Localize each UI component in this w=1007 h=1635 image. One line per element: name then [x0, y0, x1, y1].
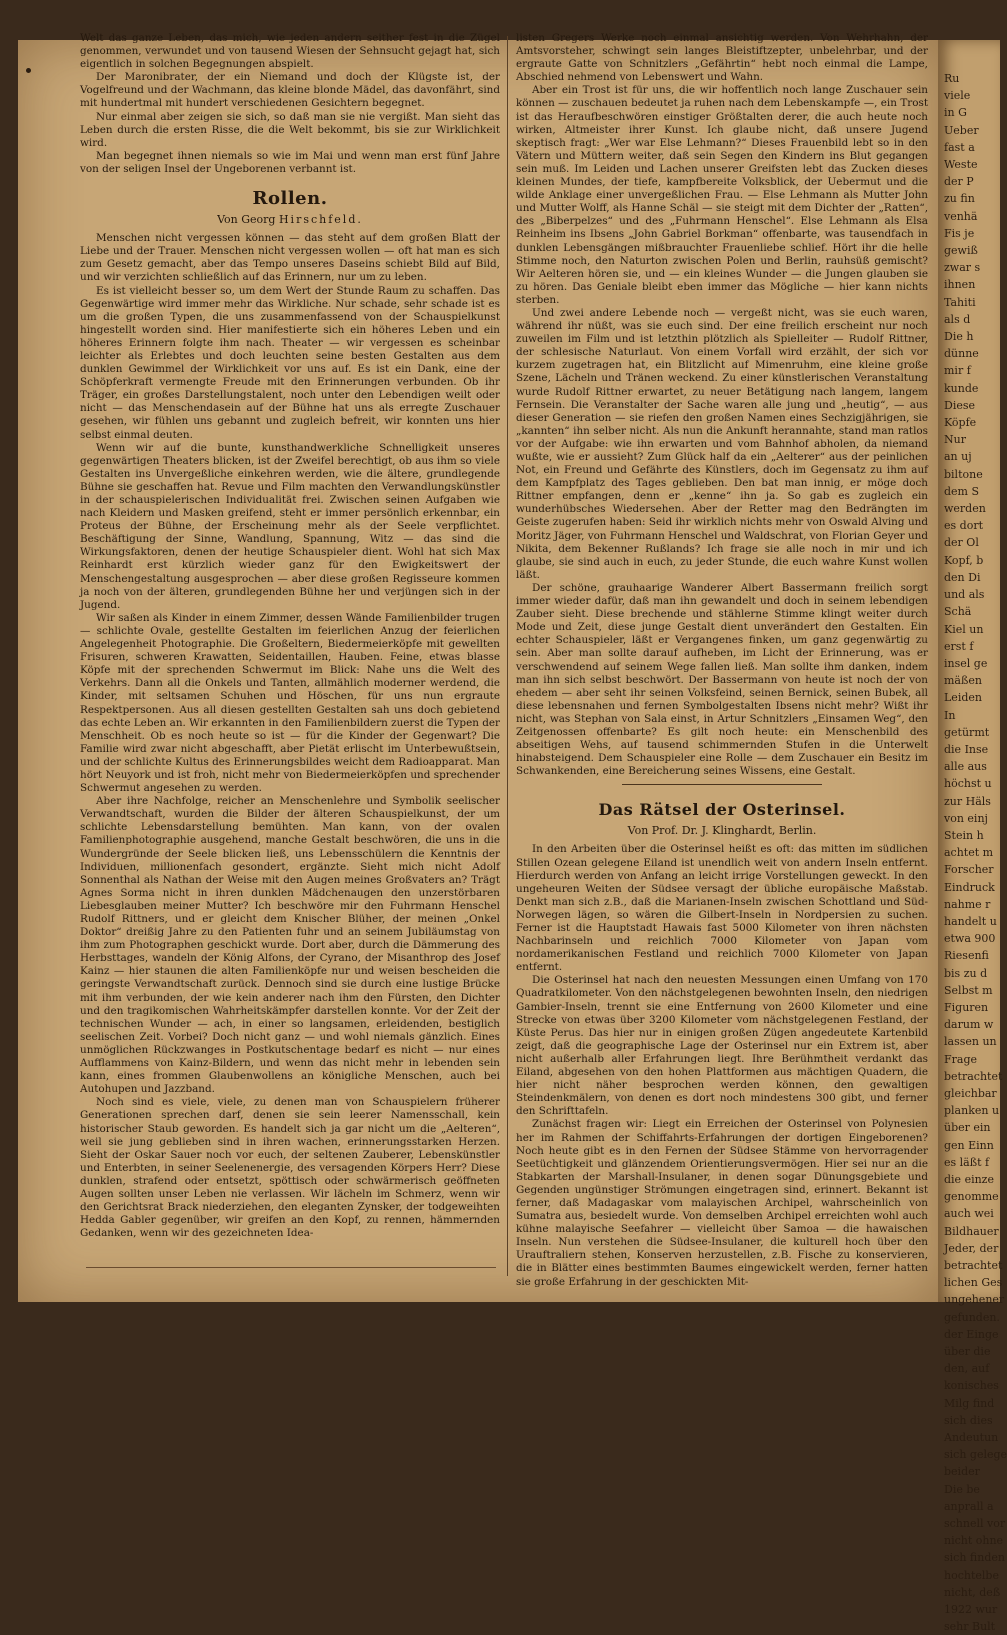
edge-fragment: Forscher	[944, 863, 994, 877]
intro-paragraph: Welt das ganze Leben, das mich, wie jeden andern seither fest in die Zügel genommen, verwundet und von tausend Wiesen der Sehnsucht gejagt hat, sich eigentlich in solchen Begegnungen abspielt.	[80, 32, 500, 71]
edge-fragment: Selbst m	[944, 983, 993, 997]
edge-fragment: Milg find	[944, 1396, 995, 1410]
edge-fragment: von einj	[944, 811, 988, 825]
edge-fragment: ihnen	[944, 278, 976, 292]
edge-fragment: sich finden	[944, 1551, 1005, 1565]
edge-fragment: höchst u	[944, 777, 992, 791]
edge-fragment: biltone	[944, 467, 983, 481]
edge-fragment: über die	[944, 1345, 991, 1359]
edge-fragment: dem S	[944, 484, 980, 498]
article-paragraph: Die Osterinsel hat nach den neuesten Messungen einen Umfang von 170 Quadratkilometer. Von den nächstgelegenen bewohnten Inseln, den niedrigen Gambier-Inseln, trennt sie eine Entfernung von 2600 Kilometer und eine Strecke von etwas über 3200 Kilometer vom nächstgelegenen Festland, der Küste Perus. Das hier nur in einigen großen Zügen angedeutete Kartenbild zeigt, daß die geographische Lage der Osterinsel nur ein Extrem ist, aber nicht außerhalb aller Erfahrungen liegt. Ihre Berühmtheit verdankt das Eiland, abgesehen von den hohen Plattformen aus mächtigen Quadern, die hier nicht näher besprochen werden können, den gewaltigen Steindenkmälern, von denen es dort noch mindestens 300 gibt, und ferner den Schrifttafeln.	[516, 974, 928, 1118]
adjacent-page-text	[944, 70, 1007, 1635]
edge-fragment: Andeutun	[944, 1431, 999, 1445]
edge-fragment: darum w	[944, 1018, 994, 1032]
edge-fragment: schnell vor	[944, 1517, 1006, 1531]
edge-fragment: zur Häls	[944, 794, 991, 808]
byline-prefix: Von Georg	[217, 213, 276, 227]
edge-fragment: zwar s	[944, 261, 981, 275]
page-bottom-rule	[86, 1267, 496, 1268]
intro-paragraph: Der Maronibrater, der ein Niemand und doch der Klügste ist, der Vogelfreund und der Wachmann, das kleine blonde Mädel, das davonfährt, sind mit hundertmal mit hundert verschiedenen Gesichtern begegnet.	[80, 71, 500, 110]
edge-fragment: es läßt f	[944, 1155, 990, 1169]
edge-fragment: getürmt	[944, 725, 990, 739]
article-paragraph: Aber ihre Nachfolge, reicher an Menschenlehre und Symbolik seelischer Verwandtschaft, wurden die Bilder der älteren Schauspielkunst, der um schlichte Lebensdarstellung bemühten. Man kann, von der ovalen Familienphotographie ausgehend, manche Gestalt beschwören, die uns in die Wundergründe der Seele blicken ließ, uns Lebensschülern die Kenntnis der Individuen, millionenfach gesondert, ergänzte. Sieht mich nicht Adolf Sonnenthal als Nathan der Weise mit den Augen meines Großvaters an? Trägt Agnes Sorma nicht in ihren dunklen Mädchenaugen den unzerstörbaren Liebesglauben meiner Mutter? Ich beschwöre mir den Fuhrmann Henschel Rudolf Rittners, und er gleicht dem Knischer Blüher, der meinen „Onkel Doktor“ dreißig Jahre zu den Patienten fuhr und an seinem Jubiläumstag von ihm zum Photographen geschickt wurde. Dort aber, durch die Dämmerung des Herbsttages, wandeln der König Alfons, der Cyrano, der Misanthrop des Josef Kainz — hier staunen die alten Familienköpfe nur und weisen bescheiden die geringste Verwandtschaft zurück. Dennoch sind sie durch eine lustige Brücke mit ihm verbunden, der wie kein anderer nach ihm den Fürsten, den Dichter und den tragikomischen Wahrheitskämpfer darstellen konnte. Vor der Zeit der technischen Wunder — ach, in einer so langsamen, erleidenden, bestiglich seelischen Zeit. Vorbei? Doch nicht ganz — und wohl niemals gänzlich. Eines unmöglichen Rückzwanges in Postkutschentage bedarf es nicht — nur eines Aufflammens von Kainz-Bildern, und wenn das nicht mehr in lebenden sein kann, eines frommen Glaubenwollens an königliche Menschen, auch bei Autohupen und Jazzband.	[80, 795, 500, 1096]
edge-fragment: gefunden.	[944, 1310, 1000, 1324]
edge-fragment: etwa 900	[944, 932, 996, 946]
edge-fragment: viele	[944, 89, 971, 103]
continuation-paragraph: Aber ein Trost ist für uns, die wir hoffentlich noch lange Zuschauer sein können — zuschauen bedeutet ja ruhen nach dem Lebenskampfe —, ein Trost ist das Heraufbeschwören einstiger Größtalten derer, die auch heute noch wirken, Altmeister ihrer Kunst. Ich glaube nicht, daß unsere Jugend skeptisch fragt: „Wer war Else Lehmann?“ Dieses Frauenbild lebt so in den Vätern und Müttern weiter, daß sein Segen den Kindern ins Blut gegangen sein muß. Im Leiden und Lachen unserer Greifsten lebt das Zucken dieses kleinen Mundes, der tiefe, kampfbereite Volksblick, der Uebermut und die wilde Anklage einer unvergeßlichen Frau. — Else Lehmann als Mutter John und Mutter Wolff, als Hanne Schäl — sie steigt mit dem Dichter der „Ratten“, des „Biberpelzes“ und des „Fuhrmann Henschel“. Else Lehmann als Elsa Reinheim ins Ibsens „John Gabriel Borkman“ offenbarte, was tausendfach in dunklen Lebensgängen mißbrauchter Frauenliebe schlief. Hört ihr die helle Stimme noch, den Naturton zwischen Polen und Berlin, rauhsüß gemischt? Wir Aelteren hören sie, und — ein kleines Wunder — die Jungen glauben sie zu hören. Das Geniale bleibt eben immer das Mögliche — hier kann nichts sterben.	[516, 84, 928, 306]
article-title-osterinsel: Das Rätsel der Osterinsel.	[598, 800, 846, 820]
edge-fragment: als d	[944, 312, 971, 326]
edge-fragment: nahme r	[944, 897, 991, 911]
edge-fragment: mir f	[944, 364, 971, 378]
edge-fragment: Stein h	[944, 828, 984, 842]
edge-fragment: in G	[944, 106, 967, 120]
edge-fragment: Eindruck	[944, 880, 995, 894]
article-paragraph: Wir saßen als Kinder in einem Zimmer, dessen Wände Familienbilder trugen — schlichte Ovale, gestellte Gestalten im feierlichen Anzug der feierlichen Angelegenheit Photographie. Die Großeltern, Biedermeierköpfe mit gewellten Frisuren, schweren Krawatten, Seidentaillen, Hauben. Feine, etwas blasse Köpfe mit der sprechenden Schwermut im Blick: Nahe uns die Welt des Verkehrs. Dann all die Onkels und Tanten, allmählich moderner werdend, die Kinder, mit seltsamen Schuhen und Höschen, für uns nun ergraute Respektpersonen. Aus all diesen gestellten Gestalten sah uns doch gebietend das echte Leben an. Wir erkannten in den Familienbildern zuerst die Typen der Menschheit. Ob es noch heute so ist — für die Kinder der Gegenwart? Die Familie wird zwar nicht abgeschafft, aber Pietät erlischt im Unterbewußtsein, und der schlichte Kultus des Erinnerungsbildes weicht dem Radioapparat. Man hört Neuyork und ist froh, nicht mehr von Biedermeierköpfen und sprechender Schwermut angesehen zu werden.	[80, 611, 500, 795]
edge-fragment: den, auf	[944, 1362, 990, 1376]
edge-fragment: insel ge	[944, 656, 988, 670]
edge-fragment: über ein	[944, 1121, 991, 1135]
edge-fragment: den Di	[944, 570, 981, 584]
edge-fragment: sich dies	[944, 1413, 993, 1427]
edge-fragment: bis zu d	[944, 966, 988, 980]
intro-paragraph: Nur einmal aber zeigen sie sich, so daß man sie nie vergißt. Man sieht das Leben durch die ersten Risse, die die Welt bekommt, bis sie zur Wirklichkeit wird.	[80, 110, 500, 149]
ink-dot	[26, 68, 31, 73]
edge-fragment: sehr Bult	[944, 1620, 996, 1634]
edge-fragment: Kopf, b	[944, 553, 984, 567]
edge-fragment: der Einge	[944, 1327, 999, 1341]
article-paragraph: Noch sind es viele, viele, zu denen man von Schauspielern früherer Generationen sprechen darf, denen sie sein leerer Namensschall, kein historischer Staub geworden. Es handelt sich ja gar nicht um die „Aelteren“, weil sie jung geblieben sind in ihren wachen, erinnerungsstarken Herzen. Sieht der Oskar Sauer noch vor euch, der seltenen Zauberer, Lebenskünstler und Enterbten, in seiner Seelenenergie, des versagenden Körpers Herr? Diese dunklen, strafend oder entsetzt, spöttisch oder schwärmerisch geöffneten Augen sollten unser Leben nie verlassen. Wir lächeln im Schmerz, wenn wir den Gerichtsrat Brack niederziehen, den eleganten Zynsker, der todgeweihten Hedda Gabler gegenüber, wir greifen an den Kopf, zu rennen, hämmernden Gedanken, wenn wir des gezeichneten Idea-	[80, 1096, 500, 1240]
article-paragraph: In den Arbeiten über die Osterinsel heißt es oft: das mitten im südlichen Stillen Ozean gelegene Eiland ist unendlich weit von andern Inseln entfernt. Hierdurch werden von Anfang an leicht irrige Vorstellungen geweckt. In den ungeheuren Weiten der Südsee versagt der übliche europäische Maßstab. Denkt man sich z.B., daß die Marianen-Inseln zwischen Schottland und Süd-Norwegen lägen, so wären die Gilbert-Inseln in Nordpersien zu suchen. Ferner ist die Hauptstadt Hawais fast 5000 Kilometer von ihren nächsten Nachbarinseln und reichlich 7000 Kilometer von Japan vom nordamerikanischen Festland und reichlich 7000 Kilometer von Japan entfernt.	[516, 843, 928, 974]
edge-fragment: Ru	[944, 72, 960, 85]
edge-fragment: erst f	[944, 639, 974, 653]
edge-fragment: gen Einn	[944, 1138, 994, 1152]
section-rule	[622, 784, 822, 785]
edge-fragment: hochtelbe	[944, 1568, 999, 1582]
edge-fragment: anprall a	[944, 1499, 994, 1513]
article-paragraph: Zunächst fragen wir: Liegt ein Erreichen der Osterinsel von Polynesien her im Rahmen der Schiffahrts-Erfahrungen der dortigen Eingeborenen? Noch heute gibt es in den Fernen der Südsee Stämme von hervorragender Seetüchtigkeit und glänzendem Orientierungsvermögen. Hier sei nur an die Stabkarten der Marshall-Insulaner, in denen sogar Dünungsgebiete und Gegenden ungünstiger Strömungen eingetragen sind, erinnert. Bekannt ist ferner, daß Madagaskar vom malayischen Archipel, wahrscheinlich von Sumatra aus, besiedelt wurde. Von demselben Archipel erreichten wohl auch kühne malayische Seefahrer — vielleicht über Samoa — die hawaischen Inseln. Nun verstehen die Südsee-Insulaner, die kulturell hoch über den Urauftraliern stehen, Konserven herzustellen, z.B. Fische zu konservieren, die in Blätter eines bestimmten Baumes eingewickelt werden, ferner hatten sie große Erfahrung in der geschickten Mit-	[516, 1118, 928, 1288]
edge-fragment: nicht, deß	[944, 1585, 1001, 1599]
edge-fragment: konisches	[944, 1379, 999, 1393]
edge-fragment: Nur	[944, 433, 966, 447]
left-column	[80, 32, 500, 1240]
edge-fragment: fast a	[944, 140, 975, 154]
edge-fragment: Frage	[944, 1052, 977, 1066]
right-column	[516, 32, 928, 1289]
intro-paragraph: Man begegnet ihnen niemals so wie im Mai und wenn man erst fünf Jahre von der seligen Insel der Ungeborenen verbannt ist.	[80, 149, 500, 175]
article-byline: Von Prof. Dr. J. Klinghardt, Berlin.	[627, 824, 817, 838]
edge-fragment: Schä	[944, 605, 972, 619]
edge-fragment: 1922 wur	[944, 1603, 998, 1617]
edge-fragment: nicht ohne	[944, 1534, 1004, 1548]
edge-fragment: handelt u	[944, 914, 997, 928]
edge-fragment: kunde	[944, 381, 979, 395]
edge-fragment: planken u	[944, 1104, 1000, 1118]
edge-fragment: und als	[944, 588, 985, 602]
edge-fragment: betrachtet	[944, 1259, 1003, 1273]
edge-fragment: achtet m	[944, 846, 994, 860]
adjacent-page-edge	[938, 40, 1007, 1634]
edge-fragment: Köpfe	[944, 416, 977, 430]
byline-author: Hirschfeld.	[278, 213, 363, 227]
edge-fragment: Ueber	[944, 123, 979, 137]
edge-fragment: Die be	[944, 1482, 980, 1496]
edge-fragment: beider	[944, 1465, 980, 1479]
article-paragraph: Menschen nicht vergessen können — das steht auf dem großen Blatt der Liebe und der Trauer. Menschen nicht vergessen wollen — oft hat man es sich zum Gesetz gemacht, aber das Tempo unseres Daseins schiebt Bild auf Bild, und wir verzichten schließlich auf das Erinnern, nur um zu leben.	[80, 232, 500, 284]
continuation-paragraph: Der schöne, grauhaarige Wanderer Albert Bassermann freilich sorgt immer wieder dafür, daß man ihn gewandelt und doch in seinem lebendigen Zauber sieht. Diese brechende und stählerne Stimme klingt weiter durch Mode und Zeit, diese junge Gestalt dient unverändert den Gestalten. Ein echter Schauspieler, läßt er Vergangenes finken, um ganz gegenwärtig zu sein. Aber man sollte darauf aufheben, im Licht der Erinnerung, was er verschwendend auf seinem Wege fallen ließ. Man sollte ihm danken, indem man ihn sich selbst beschwört. Der Bassermann von heute ist noch der von ehedem — aber seht ihr seinen Volksfeind, seinen Bernick, seinen Bubek, all diese lebensnahen und fernen Symbolgestalten Ibsens nicht mehr? Wißt ihr nicht, was Stephan von Sala einst, in Artur Schnitzlers „Einsamen Weg“, den Zeitgenossen offenbarte? Es gilt noch heute: ein Menschenbild des abseitigen Wehs, auf tausend schimmernden Stufen in die Unterwelt hinabsteigend. Dem Schauspieler eine Rolle — dem Zuschauer ein Besitz im Schwankenden, eine Bereicherung seines Wissens, eine Gestalt.	[516, 581, 928, 778]
edge-fragment: Fis je	[944, 226, 975, 240]
edge-fragment: Kiel un	[944, 622, 984, 636]
edge-fragment: lassen un	[944, 1035, 997, 1049]
edge-fragment: zu fin	[944, 192, 975, 206]
article-paragraph: Wenn wir auf die bunte, kunsthandwerkliche Schnelligkeit unseres gegenwärtigen Theaters blicken, ist der Zweifel berechtigt, ob aus ihm so viele Gestalten ins Unvergeßliche einkehren werden, wie die ältere, grundlegende Bühne sie geschaffen hat. Revue und Film machten den Verwandlungskünstler in der schauspielerischen Individualität frei. Zwischen seinen Aufgaben wie nach Kleidern und Masken greifend, steht er immer persönlich erkennbar, ein Proteus der Bühne, der Erscheinung mehr als der Seele verpflichtet. Beschäftigung der Sinne, Wandlung, Spannung, Witz — das sind die Wirkungsfaktoren, denen der heutige Schauspieler dient. Wohl hat sich Max Reinhardt erst kürzlich wieder ganz für den Ewigkeitswert der Menschengestaltung ausgesprochen — aber diese großen Regisseure kommen ja noch von der älteren, grundlegenden Bühne her und verjüngen sich in der Jugend.	[80, 441, 500, 611]
column-divider	[507, 36, 508, 1276]
edge-fragment: werden	[944, 502, 986, 516]
edge-fragment: Jeder, der	[944, 1241, 999, 1255]
edge-fragment: Die h	[944, 330, 974, 344]
article-title-rollen: Rollen.	[252, 188, 328, 210]
edge-fragment: ungehener	[944, 1293, 1005, 1307]
edge-fragment: es dort	[944, 519, 983, 533]
edge-fragment: In	[944, 708, 956, 722]
edge-fragment: an uj	[944, 450, 972, 464]
article-byline	[80, 213, 500, 226]
edge-fragment: Riesenfi	[944, 949, 989, 963]
edge-fragment: mäßen	[944, 674, 982, 688]
edge-fragment: lichen Ges	[944, 1276, 1003, 1290]
edge-fragment: der Ol	[944, 536, 979, 550]
edge-fragment: genomme	[944, 1190, 999, 1204]
edge-fragment: venhä	[944, 209, 978, 223]
edge-fragment: die Inse	[944, 742, 989, 756]
edge-fragment: Weste	[944, 158, 978, 172]
edge-fragment: auch wei	[944, 1207, 994, 1221]
edge-fragment: Diese	[944, 398, 976, 412]
edge-fragment: der P	[944, 175, 974, 189]
edge-fragment: dünne	[944, 347, 979, 361]
edge-fragment: betrachtet	[944, 1069, 1003, 1083]
edge-fragment: alle aus	[944, 760, 987, 774]
edge-fragment: Leiden	[944, 691, 982, 705]
edge-fragment: sich gelege	[944, 1448, 1007, 1462]
edge-fragment: Bildhauer	[944, 1224, 999, 1238]
edge-fragment: gleichbar	[944, 1086, 997, 1100]
edge-fragment: Tahiti	[944, 295, 976, 309]
edge-fragment: die einze	[944, 1173, 994, 1186]
edge-fragment: gewiß	[944, 244, 978, 258]
continuation-paragraph: listen Gregers Werke noch einmal ansichtig werden. Von Wehrhahn, der Amtsvorsteher, schwingt sein langes Bleistiftzepter, unbelehrbar, und der ergraute Gatte von Schnitzlers „Gefährtin“ hebt noch einmal die Lampe, Abschied nehmend von Lebenswert und Wahn.	[516, 32, 928, 84]
article-paragraph: Es ist vielleicht besser so, um dem Wert der Stunde Raum zu schaffen. Das Gegenwärtige wird immer mehr das Wirkliche. Nur schade, sehr schade ist es um die großen Typen, die uns zusammenfassend von der Schauspielkunst hingestellt worden sind. Hier manifestierte sich ein höheres Leben und ein höheres Erinnern folgte ihm nach. Theater — wir vergessen es scheinbar leichter als Erlebtes und doch leuchten seine besten Gestalten aus dem dunklen Gewimmel der Wirklichkeit vor uns auf. Es ist ein Dank, eine der Schöpferkraft vermengte Freude mit den Erinnerungen verbunden. Ob ihr Träger, ein großes Darstellungstalent, noch unter den Lebendigen weilt oder nicht — das Menschendasein auf der Bühne hat uns als erregte Zuschauer gesehen, wir fühlen uns gebannt und zugleich befreit, wir konnten uns hier selbst einmal deuten.	[80, 284, 500, 441]
edge-fragment: Figuren	[944, 1000, 989, 1014]
continuation-paragraph: Und zwei andere Lebende noch — vergeßt nicht, was sie euch waren, während ihr nüßt, was sie euch sind. Der eine freilich erscheint nur noch zuweilen im Film und ist letzthin plötzlich als Spielleiter — Rudolf Rittner, der schlesische Naturlaut. Von einem Vorfall wird erzählt, der sich vor kurzem zugetragen hat, ein Blitzlicht auf Mimenruhm, eine kleine große Szene, Lächeln und Tränen weckend. Zu einer künstlerischen Veranstaltung wurde Rudolf Rittner erwartet, zu neuer Betätigung nach langem, langem Fernsein. Die Veranstalter der Sache waren alle jung und „heutig“, — aus dieser Generation — sie riefen den großen Namen eines Sechzigjährigen, sie „kannten“ ihn selber nicht. Als nun die Ankunft herannahte, stand man ratlos vor der Aufgabe: wie ihn erwarten und vom Bahnhof abholen, da niemand wußte, wie er aussieht? Zum Glück half da ein „Aelterer“ aus der peinlichen Not, ein Freund und Gefährte des Künstlers, doch im Gegensatz zu ihm auf dem Kampfplatz des Tages geblieben. Den bat man innig, er möge doch Rittner empfangen, denn er „kenne“ ihn ja. So gab es zugleich ein wunderhübsches Wiedersehen. Aber der Retter mag den Bedrängten im Geiste zugerufen haben: Seid ihr wirklich nichts mehr von Oswald Alving und Moritz Jäger, von Fuhrmann Henschel und Waldschrat, von Florian Geyer und Nikita, dem Bekenner Rußlands? Ich frage sie alle noch in mir und ich glaube, sie sind auch in euch, zu jeder Stunde, die euch wahre Kunst wollen läßt.	[516, 306, 928, 581]
